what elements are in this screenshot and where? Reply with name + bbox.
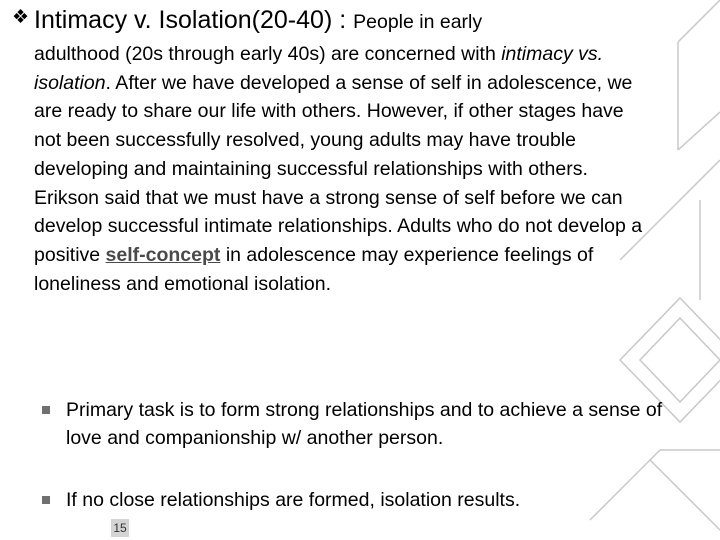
square-bullet-icon: [42, 496, 50, 504]
heading-separator: :: [332, 6, 354, 34]
page-number: 15: [111, 519, 129, 537]
sub-bullet-item: If no close relationships are formed, isolation results.: [66, 489, 521, 511]
square-bullet-icon: [42, 406, 50, 414]
sub-bullet-item: Primary task is to form strong relationships and to achieve a sense of love and companionship w/ another person.: [66, 399, 663, 450]
body-paragraph: [34, 40, 654, 298]
slide-heading: Intimacy v. Isolation(20-40): [34, 6, 333, 34]
paragraph-part-2: . After we have developed a sense of self in adolescence, we are ready to share our life with others. However, if other stages have not been successfully resolved, young adults may have trouble developing and maintaining successful relationships with others. Erikson said that we must have a strong sense of self before we can develop successful intimate relationships. Adults who do not develop a positive: [34, 71, 643, 266]
heading-intro: People in early: [353, 11, 483, 33]
paragraph-part-1: adulthood (20s through early 40s) are concerned with: [34, 43, 502, 65]
paragraph-part-3: in adolescence may experience feelings of loneliness and emotional isolation.: [34, 243, 594, 295]
diamond-bullet-icon: ❖: [12, 7, 30, 28]
heading-line: [34, 6, 654, 38]
self-concept-link[interactable]: self-concept: [105, 243, 221, 266]
paragraph-emphasis: intimacy vs. isolation: [34, 43, 604, 94]
